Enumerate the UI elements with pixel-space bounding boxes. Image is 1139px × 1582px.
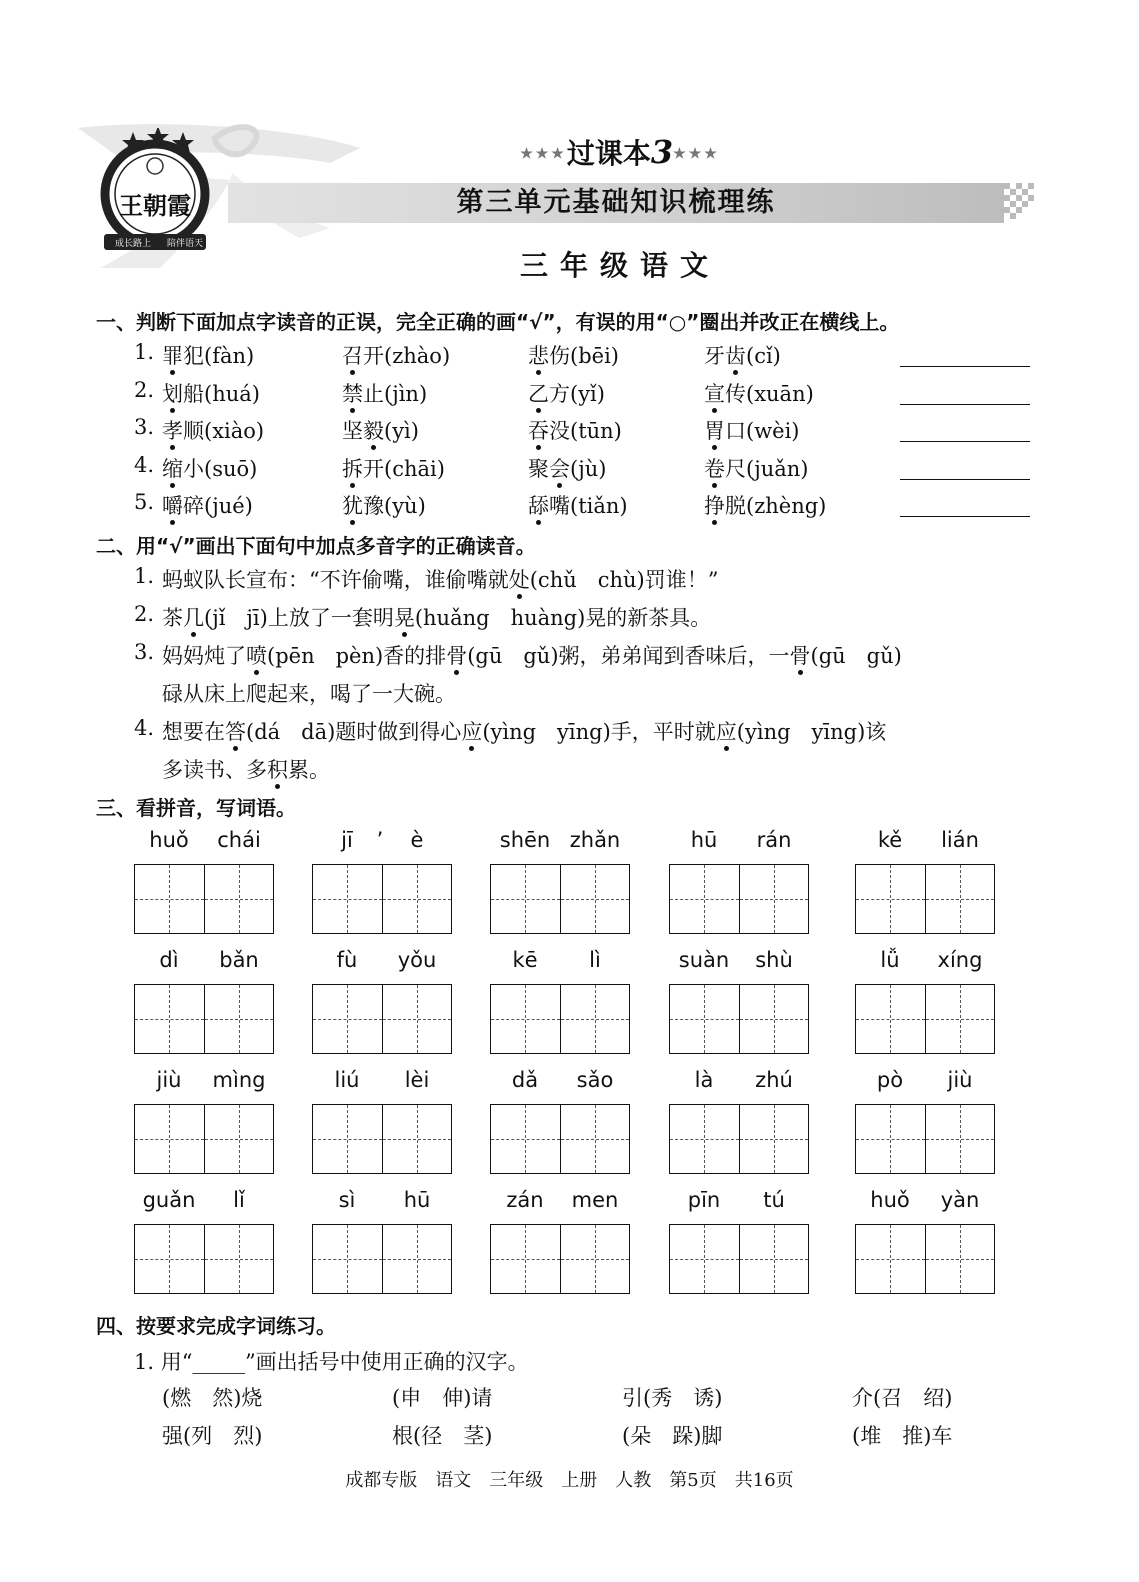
pinyin-syllable: mìng xyxy=(212,1068,266,1092)
answer-blank[interactable] xyxy=(900,441,1030,442)
pinyin-syllable: xíng xyxy=(937,948,983,972)
dotted-char: 挣 xyxy=(704,494,725,518)
pinyin-pair xyxy=(490,828,630,856)
writing-cell xyxy=(135,1225,204,1293)
answer-blank[interactable] xyxy=(900,479,1030,480)
dotted-char: 胃 xyxy=(704,419,725,443)
writing-cell xyxy=(313,985,382,1053)
dotted-char: 骨 xyxy=(789,644,811,668)
writing-cell xyxy=(491,1225,560,1293)
word-rest: 止(jìn) xyxy=(363,381,428,406)
sentence-text: (gū gǔ)粥，弟弟闻到香味后，一 xyxy=(467,644,790,668)
dotted-char: 骨 xyxy=(446,644,468,668)
pinyin-syllable: là xyxy=(694,1068,714,1092)
pinyin-pair xyxy=(855,1068,995,1096)
pinyin-syllable: rán xyxy=(756,828,792,852)
word-item xyxy=(162,340,254,370)
writing-box[interactable] xyxy=(312,984,452,1054)
writing-box[interactable] xyxy=(669,1104,809,1174)
writing-cell xyxy=(560,1105,630,1173)
writing-box[interactable] xyxy=(855,1224,995,1294)
pinyin-syllable: kē xyxy=(512,948,538,972)
answer-blank[interactable] xyxy=(900,366,1030,367)
writing-box[interactable] xyxy=(134,1224,274,1294)
writing-box[interactable] xyxy=(855,984,995,1054)
writing-cell xyxy=(856,1105,925,1173)
writing-cell xyxy=(925,865,995,933)
word-rest: 开(zhào) xyxy=(363,344,451,368)
pinyin-syllable: yǒu xyxy=(397,948,437,972)
word-rest: 豫(yù) xyxy=(363,494,426,518)
word-rest: 小(suō) xyxy=(183,456,258,481)
writing-cell xyxy=(560,985,630,1053)
dotted-char: 会 xyxy=(549,456,570,481)
writing-cell xyxy=(925,1225,995,1293)
writing-cell xyxy=(135,985,204,1053)
char-choice: (堆 推)车 xyxy=(852,1424,953,1448)
answer-blank[interactable] xyxy=(900,516,1030,517)
sentence-text: 妈妈炖了 xyxy=(162,644,246,668)
section1-title: 一、判断下面加点字读音的正误，完全正确的画“√”，有误的用“○”圈出并改正在横线上。 xyxy=(96,310,900,334)
sentence-line xyxy=(162,640,902,670)
dotted-char: 毅 xyxy=(363,419,384,443)
word-item xyxy=(342,340,450,370)
writing-box[interactable] xyxy=(134,864,274,934)
writing-cell xyxy=(382,865,452,933)
char-choice: (朵 跺)脚 xyxy=(622,1424,723,1448)
stars-left: ★★★ xyxy=(520,146,567,162)
answer-blank[interactable] xyxy=(900,404,1030,405)
writing-cell xyxy=(204,985,274,1053)
word-item xyxy=(342,415,419,445)
word-rest: 碎(jué) xyxy=(183,494,253,518)
page-footer: 成都专版 语文 三年级 上册 人教 第5页 共16页 xyxy=(345,1470,794,1491)
pinyin-pair xyxy=(134,828,274,856)
pinyin-syllable: huǒ xyxy=(149,828,189,852)
pinyin-syllable: shēn xyxy=(499,828,551,852)
pinyin-syllable: lì xyxy=(589,948,601,972)
word-item xyxy=(704,340,781,370)
writing-cell xyxy=(204,1105,274,1173)
writing-cell xyxy=(739,1225,809,1293)
pinyin-pair xyxy=(855,1188,995,1216)
sentence-text: (pēn pèn)香的排 xyxy=(267,644,447,668)
word-item xyxy=(704,490,826,520)
dotted-char: 罪 xyxy=(162,344,183,368)
dotted-char: 禁 xyxy=(342,381,363,406)
section2-title: 二、用“√”画出下面句中加点多音字的正确读音。 xyxy=(96,534,536,558)
pinyin-syllable: hū xyxy=(690,828,718,852)
pinyin-pair xyxy=(312,948,452,976)
pinyin-syllable: lǚ xyxy=(880,948,900,972)
pinyin-syllable: sǎo xyxy=(576,1068,614,1092)
writing-box[interactable] xyxy=(669,984,809,1054)
word-item xyxy=(342,453,445,483)
dotted-char: 齿 xyxy=(725,344,746,368)
series-prefix: 过课本 xyxy=(566,137,651,170)
char-choice: 引(秀 诱) xyxy=(622,1386,723,1410)
item-number: 5. xyxy=(134,490,155,514)
word-item xyxy=(528,340,619,370)
pinyin-syllable: sì xyxy=(338,1188,356,1212)
dotted-char: 嚼 xyxy=(162,494,183,518)
dotted-char: 卷 xyxy=(704,456,725,481)
word-item xyxy=(704,415,800,445)
sentence-text: 多读书、多 xyxy=(162,758,267,782)
writing-cell xyxy=(382,1225,452,1293)
writing-cell xyxy=(382,1105,452,1173)
pinyin-syllable: dǎ xyxy=(511,1068,539,1092)
pinyin-syllable: liú xyxy=(334,1068,360,1092)
sentence-text: (yìng yīng)该 xyxy=(736,720,887,744)
dotted-char: 划 xyxy=(162,381,183,406)
section4-question1: 1. 用“_____”画出括号中使用正确的汉字。 xyxy=(134,1350,529,1374)
pinyin-syllable: dì xyxy=(159,948,179,972)
pinyin-pair xyxy=(855,828,995,856)
writing-box[interactable] xyxy=(312,1104,452,1174)
writing-box[interactable] xyxy=(669,1224,809,1294)
writing-cell xyxy=(739,985,809,1053)
char-choice: 介(召 绍) xyxy=(852,1386,953,1410)
word-item xyxy=(342,378,427,408)
plain-char: 牙 xyxy=(704,344,725,368)
dotted-char: 应 xyxy=(715,720,737,744)
pinyin-syllable: huǒ xyxy=(870,1188,910,1212)
word-rest: 犯(fàn) xyxy=(183,344,255,368)
pinyin-syllable: hū xyxy=(403,1188,431,1212)
writing-cell xyxy=(560,865,630,933)
writing-cell xyxy=(135,1105,204,1173)
word-rest: 伤(bēi) xyxy=(549,344,619,368)
writing-box[interactable] xyxy=(490,864,630,934)
word-rest: (yì) xyxy=(384,419,419,443)
dotted-char: 吞 xyxy=(528,419,549,443)
sentence-line xyxy=(162,716,886,746)
word-item xyxy=(704,453,808,483)
word-rest: (cǐ) xyxy=(746,344,781,368)
item-number: 4. xyxy=(134,452,155,477)
pinyin-pair xyxy=(312,828,452,856)
word-item xyxy=(342,490,426,520)
pinyin-syllable: jiù xyxy=(947,1068,973,1092)
pinyin-syllable: fù xyxy=(336,948,358,972)
writing-cell xyxy=(856,865,925,933)
pinyin-pair xyxy=(490,1068,630,1096)
dotted-char: 缩 xyxy=(162,456,183,481)
dotted-char: 应 xyxy=(461,720,483,744)
pinyin-pair xyxy=(669,948,809,976)
pinyin-pair xyxy=(855,948,995,976)
pinyin-syllable: guǎn xyxy=(142,1188,196,1212)
sentence-text: (yìng yīng)手，平时就 xyxy=(482,720,716,744)
word-item xyxy=(162,378,260,408)
sentence-text: (chǔ chù)罚谁！” xyxy=(529,568,719,592)
word-item xyxy=(704,378,814,408)
pinyin-syllable: pīn xyxy=(687,1188,721,1212)
pinyin-syllable: kě xyxy=(877,828,903,852)
item-number: 1. xyxy=(134,564,155,588)
char-choice: (燃 然)烧 xyxy=(162,1386,263,1410)
word-rest: 没(tūn) xyxy=(549,419,622,443)
word-rest: 方(yǐ) xyxy=(549,381,605,406)
sentence-text: 想要在 xyxy=(162,720,225,744)
sentence-text: 碌从床上爬起来，喝了一大碗。 xyxy=(162,682,456,706)
section4-title: 四、按要求完成字词练习。 xyxy=(96,1314,336,1338)
writing-cell xyxy=(925,985,995,1053)
item-number: 1. xyxy=(134,340,155,364)
item-number: 2. xyxy=(134,602,155,626)
pinyin-apostrophe: ’ xyxy=(376,828,384,852)
dotted-char: 处 xyxy=(508,568,530,592)
word-item xyxy=(162,490,253,520)
word-rest: 开(chāi) xyxy=(363,456,445,481)
writing-cell xyxy=(856,1225,925,1293)
dotted-char: 积 xyxy=(267,758,288,782)
writing-box[interactable] xyxy=(312,864,452,934)
pinyin-syllable: lèi xyxy=(404,1068,430,1092)
writing-cell xyxy=(382,985,452,1053)
sentence-text: (jǐ jī)上放了一套明 xyxy=(204,606,394,630)
word-rest: 顺(xiào) xyxy=(183,419,265,443)
sentence-text: (gū gǔ) xyxy=(810,644,902,668)
word-rest: 口(wèi) xyxy=(725,419,800,443)
word-item xyxy=(162,453,257,483)
char-choice: 根(径 茎) xyxy=(392,1424,493,1448)
pinyin-syllable: men xyxy=(571,1188,619,1212)
char-choice: 强(列 烈) xyxy=(162,1424,263,1448)
sentence-text: (huǎng huàng)晃的新茶具。 xyxy=(414,606,712,630)
item-number: 2. xyxy=(134,377,155,402)
pinyin-syllable: suàn xyxy=(678,948,730,972)
item-number: 3. xyxy=(134,415,155,439)
pinyin-pair xyxy=(134,948,274,976)
sentence-text: (dá dā)题时做到得心 xyxy=(246,720,462,744)
word-rest: (jù) xyxy=(570,456,607,481)
sentence-line xyxy=(162,602,711,632)
word-item xyxy=(528,490,628,520)
pinyin-syllable: lián xyxy=(941,828,979,852)
pinyin-syllable: chái xyxy=(217,828,261,852)
dotted-char: 答 xyxy=(225,720,246,744)
word-item xyxy=(528,453,606,483)
writing-box[interactable] xyxy=(490,984,630,1054)
pinyin-syllable: jī xyxy=(341,828,353,852)
sentence-line xyxy=(162,754,330,784)
dotted-char: 悲 xyxy=(528,344,549,368)
writing-box[interactable] xyxy=(490,1104,630,1174)
sentence-text: 蚂蚁队长宣布：“不许偷嘴，谁偷嘴就 xyxy=(162,568,509,592)
dotted-char: 晃 xyxy=(393,606,415,630)
plain-char: 聚 xyxy=(528,456,549,481)
checker-decoration xyxy=(1004,183,1038,223)
sentence-text: 茶 xyxy=(162,606,183,630)
pinyin-pair xyxy=(134,1188,274,1216)
writing-cell xyxy=(491,1105,560,1173)
dotted-char: 犹 xyxy=(342,494,363,518)
plain-char: 坚 xyxy=(342,419,363,443)
writing-cell xyxy=(670,1105,739,1173)
writing-cell xyxy=(491,865,560,933)
sentence-text: 累。 xyxy=(288,758,330,782)
sentence-line xyxy=(162,678,456,708)
writing-cell xyxy=(925,1105,995,1173)
pinyin-pair xyxy=(312,1068,452,1096)
dotted-char: 孝 xyxy=(162,419,183,443)
unit-title: 第三单元基础知识梳理练 xyxy=(456,187,776,218)
pinyin-syllable: è xyxy=(410,828,424,852)
logo-slogan-2: 陪伴语天 xyxy=(166,239,203,249)
pinyin-syllable: jiù xyxy=(156,1068,182,1092)
pinyin-pair xyxy=(669,1188,809,1216)
dotted-char: 几 xyxy=(183,606,204,630)
pinyin-pair xyxy=(669,1068,809,1096)
pinyin-syllable: yàn xyxy=(940,1188,980,1212)
writing-box[interactable] xyxy=(312,1224,452,1294)
pinyin-syllable: lǐ xyxy=(233,1188,245,1212)
writing-box[interactable] xyxy=(134,1104,274,1174)
word-rest: 尺(juǎn) xyxy=(725,456,809,481)
pinyin-syllable: shù xyxy=(755,948,793,972)
dotted-char: 召 xyxy=(342,344,363,368)
dotted-char: 拆 xyxy=(342,456,363,481)
pinyin-pair xyxy=(669,828,809,856)
word-rest: 嘴(tiǎn) xyxy=(549,494,628,518)
series-number: 3 xyxy=(650,133,674,171)
writing-box[interactable] xyxy=(490,1224,630,1294)
word-item xyxy=(528,378,605,408)
item-number: 4. xyxy=(134,716,155,740)
writing-box[interactable] xyxy=(134,984,274,1054)
dotted-char: 宣 xyxy=(704,381,725,406)
pinyin-syllable: tú xyxy=(763,1188,785,1212)
pinyin-pair xyxy=(134,1068,274,1096)
logo-text: 王朝霞 xyxy=(119,191,191,220)
writing-cell xyxy=(313,1105,382,1173)
writing-cell xyxy=(670,1225,739,1293)
dotted-char: 舔 xyxy=(528,494,549,518)
writing-cell xyxy=(856,985,925,1053)
writing-cell xyxy=(204,1225,274,1293)
writing-cell xyxy=(313,1225,382,1293)
writing-box[interactable] xyxy=(855,1104,995,1174)
word-rest: 传(xuān) xyxy=(725,381,814,406)
pinyin-pair xyxy=(490,948,630,976)
char-choice: (申 伸)请 xyxy=(392,1386,493,1410)
writing-cell xyxy=(670,865,739,933)
pinyin-syllable: bǎn xyxy=(219,948,259,972)
pinyin-syllable: zhú xyxy=(755,1068,793,1092)
pinyin-syllable: zán xyxy=(506,1188,544,1212)
writing-box[interactable] xyxy=(669,864,809,934)
pinyin-syllable: zhǎn xyxy=(569,828,621,852)
writing-cell xyxy=(739,1105,809,1173)
sentence-line xyxy=(162,564,718,594)
word-rest: 船(huá) xyxy=(183,381,260,406)
pinyin-pair xyxy=(312,1188,452,1216)
pinyin-syllable: pò xyxy=(876,1068,904,1092)
page-subtitle: 三年级语文 xyxy=(519,249,720,282)
section3-title: 三、看拼音，写词语。 xyxy=(96,796,296,820)
word-item xyxy=(162,415,264,445)
writing-cell xyxy=(670,985,739,1053)
writing-cell xyxy=(491,985,560,1053)
logo-slogan-1: 成长路上 xyxy=(114,239,151,249)
word-rest: 脱(zhèng) xyxy=(725,494,827,518)
word-item xyxy=(528,415,622,445)
dotted-char: 喷 xyxy=(246,644,267,668)
item-number: 3. xyxy=(134,640,155,664)
writing-cell xyxy=(739,865,809,933)
pinyin-pair xyxy=(490,1188,630,1216)
writing-cell xyxy=(135,865,204,933)
writing-cell xyxy=(313,865,382,933)
series-header xyxy=(440,132,800,172)
stars-right: ★★★ xyxy=(673,146,720,162)
writing-cell xyxy=(560,1225,630,1293)
writing-box[interactable] xyxy=(855,864,995,934)
writing-cell xyxy=(204,865,274,933)
dotted-char: 乙 xyxy=(528,381,549,406)
